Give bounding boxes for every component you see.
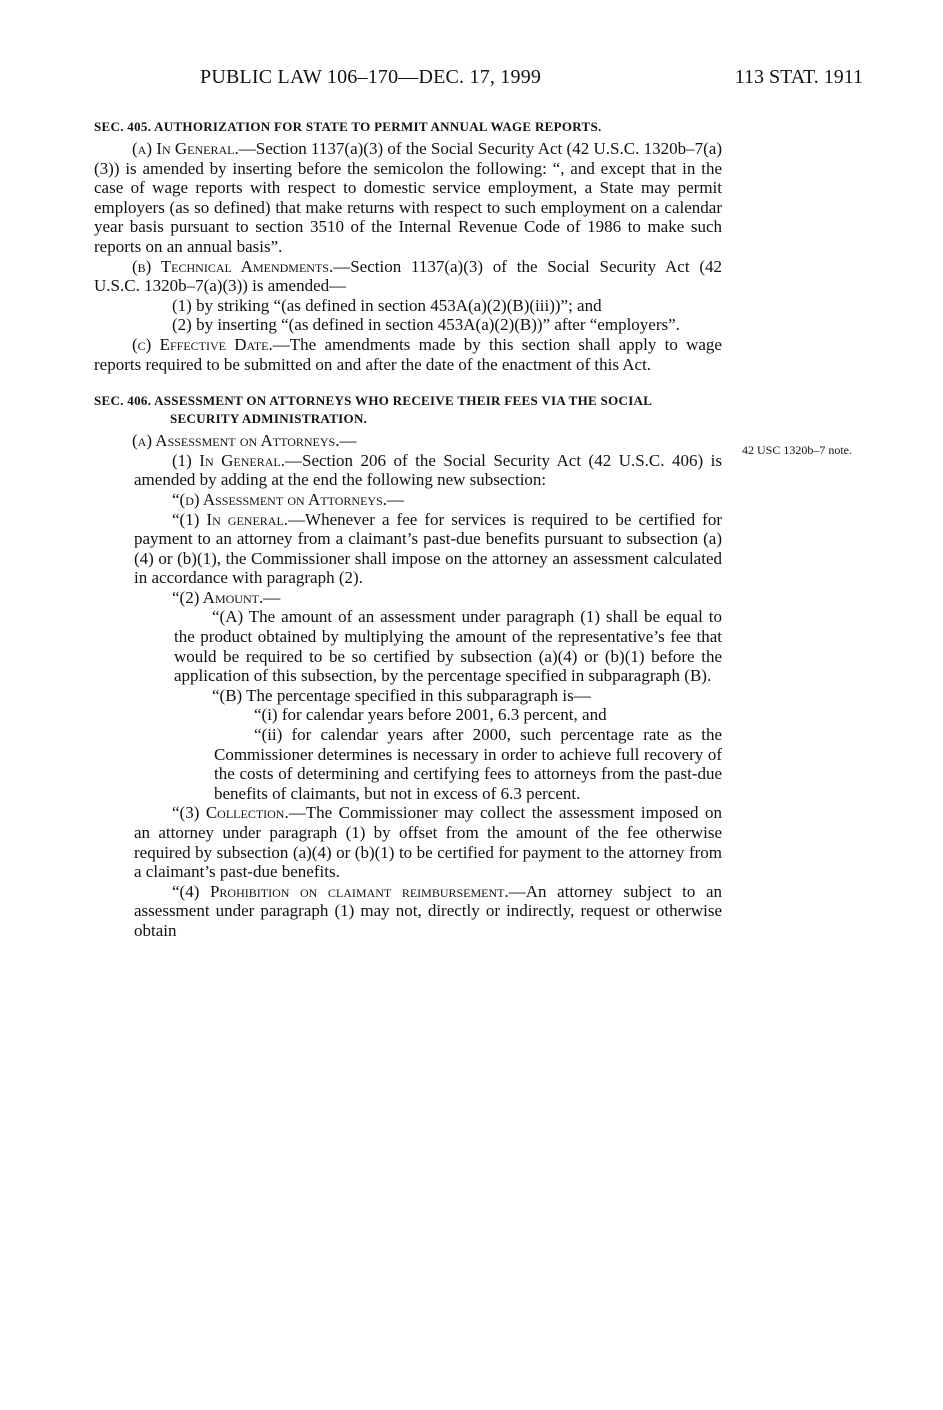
- page-header: [0, 66, 943, 96]
- sec405-paragraph-b2: (2) by inserting “(as defined in section 453A(a)(2)(B))” after “employers”.: [172, 315, 680, 335]
- new-paragraph-d1: [94, 510, 722, 588]
- paragraph-d1-text: Whenever a fee for services is required to be certified for payment to an attorney from a claimant’s past-due benefits pursuant to subsection (a)(4) or (b)(1), the Commissioner shall impose on the attorney an assessment calculated in accordance with paragraph (2).: [134, 509, 722, 588]
- subparagraph-d2B: “(B) The percentage specified in this subparagraph is—: [212, 685, 591, 705]
- margin-note-usc-citation: 42 USC 1320b–7 note.: [742, 443, 853, 457]
- new-subsection-d-heading: “(d) Assessment on Attorneys.—: [172, 489, 405, 509]
- paragraph-d3-text: The Commissioner may collect the assessment imposed on an attorney under paragraph (1) by offset from the amount of the fee otherwise required by subsection (a)(4) or (b)(1) to be certified for payment to the attorney from a claimant’s past-due benefits.: [134, 803, 722, 882]
- document-body: [94, 118, 722, 941]
- paragraph-d1-label: “(1) In general.—: [172, 509, 306, 529]
- new-paragraph-d2-heading: “(2) Amount.—: [172, 587, 281, 607]
- clause-d2Bi: “(i) for calendar years before 2001, 6.3 percent, and: [254, 705, 607, 725]
- paragraph-d3-label: “(3) Collection.—: [172, 803, 306, 823]
- subsection-c-label: (c) Effective Date.—: [132, 334, 290, 354]
- subsection-b-label: (b) Technical Amendments.—: [132, 256, 351, 276]
- paragraph-d4-text: An attorney subject to an assessment under paragraph (1) may not, directly or indirectly, request or otherwise obtain: [134, 881, 722, 940]
- sec406-paragraph-a1: [94, 451, 722, 490]
- sec405-subsection-b: [94, 257, 722, 296]
- subparagraph-d2A: “(A) The amount of an assessment under paragraph (1) shall be equal to the product obtained by multiplying the amount of the representative’s fee that would be required to be so certified by subsection (a)(4) or (b)(1) before the application of this subsection, by the percentage specified in subparagraph (B).: [174, 607, 722, 686]
- subsection-c-text: The amendments made by this section shall apply to wage reports required to be submitted on and after the date of the enactment of this Act.: [94, 334, 722, 374]
- new-paragraph-d4: [94, 882, 722, 941]
- clause-d2Bii: “(ii) for calendar years after 2000, such percentage rate as the Commissioner determines is necessary in order to achieve full recovery of the costs of determining and certifying fees to attorneys from the past-due benefits of claimants, but not in excess of 6.3 percent.: [214, 725, 722, 803]
- subsection-a-label: (a) In General.—: [132, 139, 256, 158]
- subsection-b-text: Section 1137(a)(3) of the Social Security Act (42 U.S.C. 1320b–7(a)(3)) is amended—: [94, 256, 722, 296]
- sec406-subsection-a-heading: (a) Assessment on Attorneys.—: [132, 431, 357, 451]
- section-406-heading: SEC. 406. ASSESSMENT ON ATTORNEYS WHO RECEIVE THEIR FEES VIA THE SOCIAL SECURITY ADMINISTRATION.: [94, 393, 652, 427]
- paragraph-d4-label: “(4) Prohibition on claimant reimbursement.—: [172, 881, 526, 901]
- sec405-subsection-c: [94, 335, 722, 374]
- running-head: PUBLIC LAW 106–170—DEC. 17, 1999: [200, 66, 542, 88]
- paragraph-a1-label: (1) In General.—: [172, 450, 302, 470]
- stat-citation: 113 STAT. 1911: [734, 66, 863, 88]
- section-405-heading: SEC. 405. AUTHORIZATION FOR STATE TO PERMIT ANNUAL WAGE REPORTS.: [94, 119, 602, 134]
- new-paragraph-d3: [94, 803, 722, 881]
- paragraph-a1-text: Section 206 of the Social Security Act (42 U.S.C. 406) is amended by adding at the end the following new subsection:: [134, 450, 722, 490]
- sec405-subsection-a: [94, 139, 722, 257]
- sec405-paragraph-b1: (1) by striking “(as defined in section 453A(a)(2)(B)(iii))”; and: [172, 295, 602, 315]
- subsection-a-text: Section 1137(a)(3) of the Social Security Act (42 U.S.C. 1320b–7(a)(3)) is amended by inserting before the semicolon the following: “, and except that in the case of wage reports with respect to domestic service employment, a State may permit employers (as so defined) that make returns with respect to such employment on a calendar year basis pursuant to section 3510 of the Internal Revenue Code of 1986 to make such reports on an annual basis”.: [94, 139, 722, 256]
